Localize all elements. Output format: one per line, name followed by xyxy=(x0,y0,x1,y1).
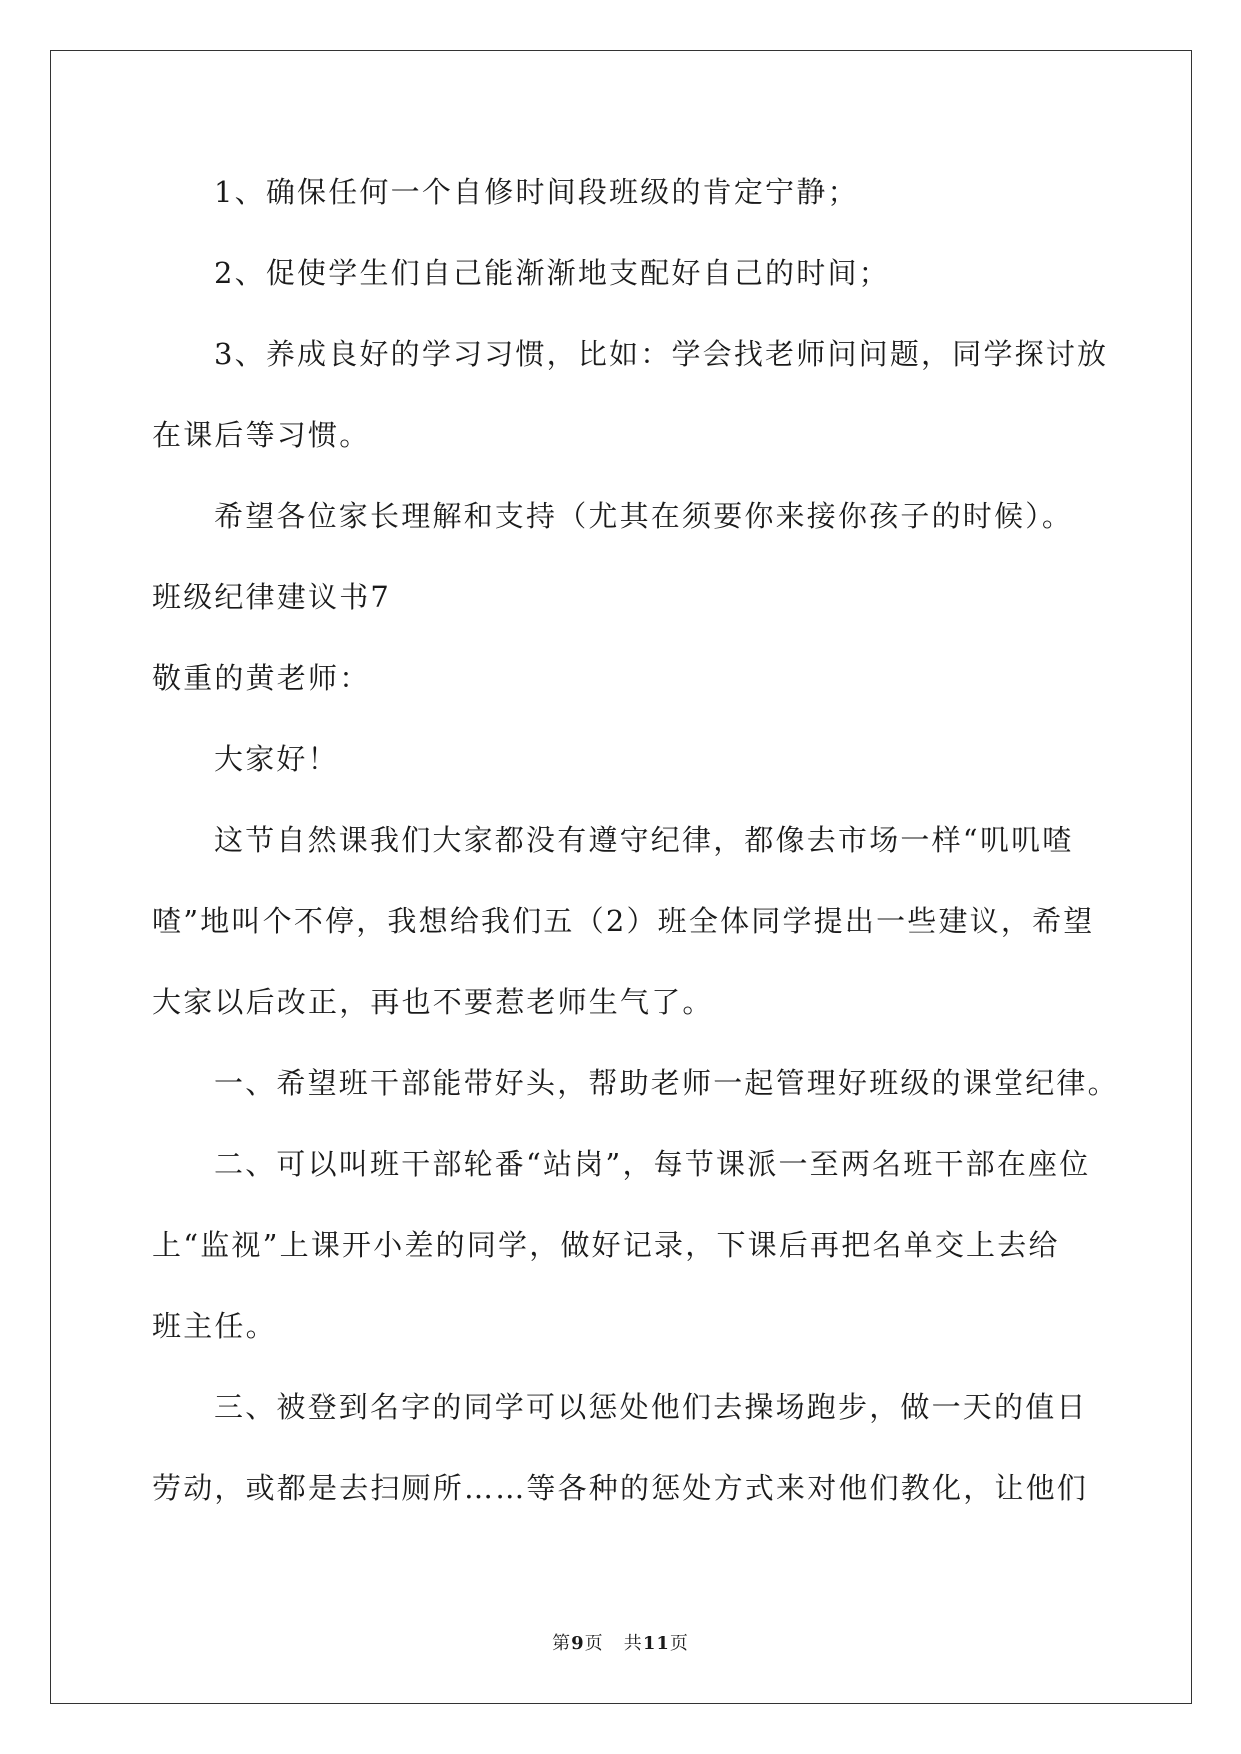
salutation: 敬重的黄老师： xyxy=(152,661,371,695)
paragraph-line: 一、希望班干部能带好头，帮助老师一起管理好班级的课堂纪律。 xyxy=(214,1066,1119,1100)
greeting: 大家好！ xyxy=(214,742,339,776)
paragraph-line: 在课后等习惯。 xyxy=(152,418,371,452)
current-page-number: 9 xyxy=(571,1633,585,1654)
paragraph-line: 大家以后改正，再也不要惹老师生气了。 xyxy=(152,985,714,1019)
paragraph-line: 喳”地叫个不停，我想给我们五（2）班全体同学提出一些建议，希望 xyxy=(152,904,1095,938)
paragraph-line: 2、促使学生们自己能渐渐地支配好自己的时间； xyxy=(214,256,890,290)
footer-suffix: 页 xyxy=(669,1633,689,1654)
paragraph-line: 这节自然课我们大家都没有遵守纪律，都像去市场一样“叽叽喳 xyxy=(214,823,1074,857)
footer-middle: 页 共 xyxy=(584,1633,643,1654)
paragraph-line: 1、确保任何一个自修时间段班级的肯定宁静； xyxy=(214,175,859,209)
paragraph-line: 希望各位家长理解和支持（尤其在须要你来接你孩子的时候）。 xyxy=(214,499,1074,533)
footer-prefix: 第 xyxy=(552,1633,572,1654)
total-page-number: 11 xyxy=(642,1633,670,1654)
section-heading: 班级纪律建议书7 xyxy=(152,580,392,614)
paragraph-line: 三、被登到名字的同学可以惩处他们去操场跑步，做一天的值日 xyxy=(214,1390,1088,1424)
page-border xyxy=(50,50,1192,1704)
paragraph-line: 劳动，或都是去扫厕所……等各种的惩处方式来对他们教化，让他们 xyxy=(152,1471,1089,1505)
paragraph-line: 3、养成良好的学习习惯，比如：学会找老师问问题，同学探讨放 xyxy=(214,337,1109,371)
paragraph-line: 班主任。 xyxy=(152,1309,277,1343)
paragraph-line: 二、可以叫班干部轮番“站岗”，每节课派一至两名班干部在座位 xyxy=(214,1147,1091,1181)
paragraph-line: 上“监视”上课开小差的同学，做好记录，下课后再把名单交上去给 xyxy=(152,1228,1060,1262)
page-footer xyxy=(0,1632,1241,1656)
